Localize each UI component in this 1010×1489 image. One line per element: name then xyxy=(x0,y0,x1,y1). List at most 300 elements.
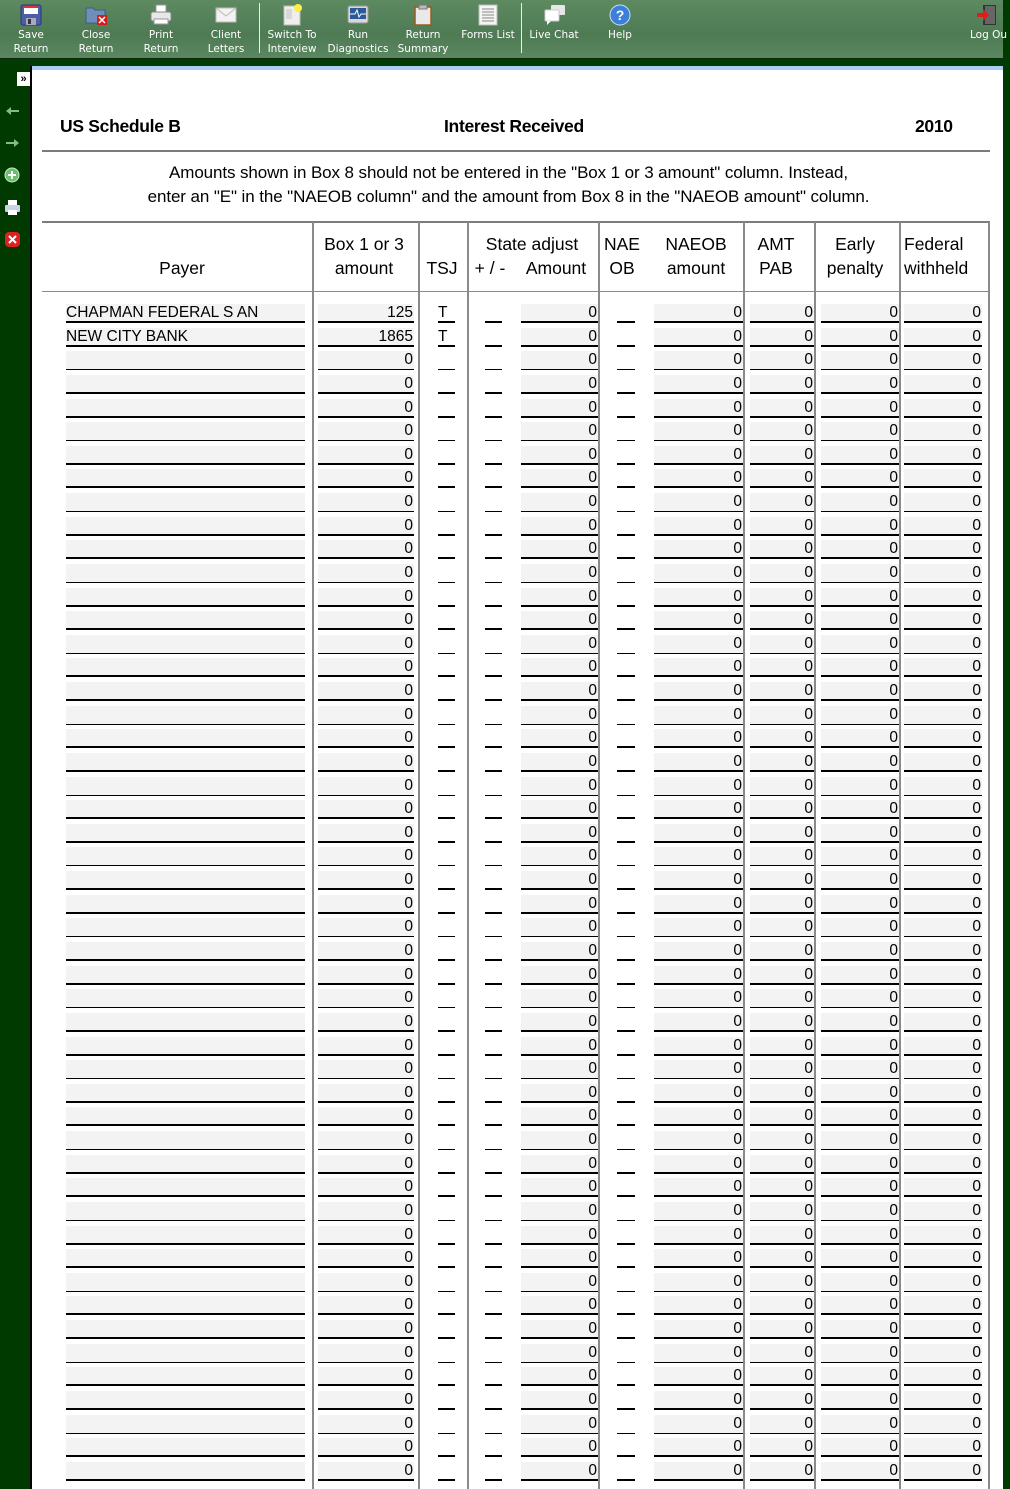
plus-minus-field[interactable] xyxy=(485,1438,502,1457)
amt-pab-field[interactable]: 0 xyxy=(750,328,814,347)
tsj-field[interactable] xyxy=(438,753,455,772)
amt-pab-field[interactable]: 0 xyxy=(750,422,814,441)
payer-field[interactable] xyxy=(66,517,305,536)
naeob-amount-field[interactable]: 0 xyxy=(654,517,743,536)
amt-pab-field[interactable]: 0 xyxy=(750,1462,814,1481)
box13-amount-field[interactable]: 0 xyxy=(318,1037,414,1056)
naeob-amount-field[interactable]: 0 xyxy=(654,989,743,1008)
payer-field[interactable] xyxy=(66,564,305,583)
federal-withheld-field[interactable]: 0 xyxy=(904,1367,982,1386)
box13-amount-field[interactable]: 0 xyxy=(318,966,414,985)
early-penalty-field[interactable]: 0 xyxy=(821,588,899,607)
early-penalty-field[interactable]: 0 xyxy=(821,1296,899,1315)
plus-minus-field[interactable] xyxy=(485,517,502,536)
amt-pab-field[interactable]: 0 xyxy=(750,1202,814,1221)
naeob-field[interactable] xyxy=(617,1320,635,1339)
state-amount-field[interactable]: 0 xyxy=(521,493,598,512)
tsj-field[interactable] xyxy=(438,540,455,559)
box13-amount-field[interactable]: 0 xyxy=(318,824,414,843)
naeob-field[interactable] xyxy=(617,1249,635,1268)
early-penalty-field[interactable]: 0 xyxy=(821,1415,899,1434)
amt-pab-field[interactable]: 0 xyxy=(750,871,814,890)
federal-withheld-field[interactable]: 0 xyxy=(904,895,982,914)
naeob-field[interactable] xyxy=(617,1367,635,1386)
amt-pab-field[interactable]: 0 xyxy=(750,895,814,914)
amt-pab-field[interactable]: 0 xyxy=(750,753,814,772)
federal-withheld-field[interactable]: 0 xyxy=(904,635,982,654)
early-penalty-field[interactable]: 0 xyxy=(821,1013,899,1032)
naeob-amount-field[interactable]: 0 xyxy=(654,658,743,677)
payer-field[interactable] xyxy=(66,895,305,914)
tsj-field[interactable] xyxy=(438,1249,455,1268)
naeob-field[interactable] xyxy=(617,1273,635,1292)
client-letters-button[interactable]: Client Letters xyxy=(203,0,249,58)
plus-minus-field[interactable] xyxy=(485,1202,502,1221)
payer-field[interactable] xyxy=(66,800,305,819)
federal-withheld-field[interactable]: 0 xyxy=(904,564,982,583)
arrow-right-icon[interactable] xyxy=(4,135,21,152)
box13-amount-field[interactable]: 0 xyxy=(318,1320,414,1339)
box13-amount-field[interactable]: 0 xyxy=(318,399,414,418)
tsj-field[interactable] xyxy=(438,942,455,961)
tsj-field[interactable] xyxy=(438,1037,455,1056)
payer-field[interactable] xyxy=(66,847,305,866)
plus-minus-field[interactable] xyxy=(485,1084,502,1103)
early-penalty-field[interactable]: 0 xyxy=(821,1438,899,1457)
box13-amount-field[interactable]: 0 xyxy=(318,777,414,796)
payer-field[interactable] xyxy=(66,1037,305,1056)
box13-amount-field[interactable]: 0 xyxy=(318,1155,414,1174)
tsj-field[interactable]: T xyxy=(438,328,455,347)
plus-minus-field[interactable] xyxy=(485,635,502,654)
early-penalty-field[interactable]: 0 xyxy=(821,493,899,512)
naeob-amount-field[interactable]: 0 xyxy=(654,895,743,914)
federal-withheld-field[interactable]: 0 xyxy=(904,1462,982,1481)
state-amount-field[interactable]: 0 xyxy=(521,966,598,985)
state-amount-field[interactable]: 0 xyxy=(521,1084,598,1103)
box13-amount-field[interactable]: 0 xyxy=(318,918,414,937)
federal-withheld-field[interactable]: 0 xyxy=(904,1202,982,1221)
early-penalty-field[interactable]: 0 xyxy=(821,1273,899,1292)
federal-withheld-field[interactable]: 0 xyxy=(904,1178,982,1197)
amt-pab-field[interactable]: 0 xyxy=(750,564,814,583)
federal-withheld-field[interactable]: 0 xyxy=(904,1084,982,1103)
naeob-amount-field[interactable]: 0 xyxy=(654,351,743,370)
state-amount-field[interactable]: 0 xyxy=(521,871,598,890)
naeob-field[interactable] xyxy=(617,517,635,536)
plus-minus-field[interactable] xyxy=(485,564,502,583)
naeob-field[interactable] xyxy=(617,588,635,607)
federal-withheld-field[interactable]: 0 xyxy=(904,800,982,819)
naeob-field[interactable] xyxy=(617,1155,635,1174)
amt-pab-field[interactable]: 0 xyxy=(750,1037,814,1056)
state-amount-field[interactable]: 0 xyxy=(521,895,598,914)
federal-withheld-field[interactable]: 0 xyxy=(904,1037,982,1056)
federal-withheld-field[interactable]: 0 xyxy=(904,351,982,370)
plus-minus-field[interactable] xyxy=(485,1320,502,1339)
plus-minus-field[interactable] xyxy=(485,729,502,748)
federal-withheld-field[interactable]: 0 xyxy=(904,1226,982,1245)
amt-pab-field[interactable]: 0 xyxy=(750,1344,814,1363)
amt-pab-field[interactable]: 0 xyxy=(750,1438,814,1457)
print-return-button[interactable]: Print Return xyxy=(138,0,184,58)
amt-pab-field[interactable]: 0 xyxy=(750,824,814,843)
state-amount-field[interactable]: 0 xyxy=(521,1226,598,1245)
tsj-field[interactable] xyxy=(438,1438,455,1457)
payer-field[interactable] xyxy=(66,1344,305,1363)
early-penalty-field[interactable]: 0 xyxy=(821,871,899,890)
plus-minus-field[interactable] xyxy=(485,895,502,914)
state-amount-field[interactable]: 0 xyxy=(521,847,598,866)
federal-withheld-field[interactable]: 0 xyxy=(904,777,982,796)
payer-field[interactable] xyxy=(66,658,305,677)
federal-withheld-field[interactable]: 0 xyxy=(904,706,982,725)
tsj-field[interactable] xyxy=(438,399,455,418)
naeob-amount-field[interactable]: 0 xyxy=(654,753,743,772)
early-penalty-field[interactable]: 0 xyxy=(821,1131,899,1150)
naeob-amount-field[interactable]: 0 xyxy=(654,446,743,465)
payer-field[interactable] xyxy=(66,989,305,1008)
naeob-field[interactable] xyxy=(617,328,635,347)
close-return-button[interactable]: Close Return xyxy=(73,0,119,58)
tsj-field[interactable] xyxy=(438,847,455,866)
state-amount-field[interactable]: 0 xyxy=(521,446,598,465)
naeob-amount-field[interactable]: 0 xyxy=(654,635,743,654)
box13-amount-field[interactable]: 0 xyxy=(318,469,414,488)
state-amount-field[interactable]: 0 xyxy=(521,824,598,843)
state-amount-field[interactable]: 0 xyxy=(521,1155,598,1174)
box13-amount-field[interactable]: 0 xyxy=(318,1415,414,1434)
tsj-field[interactable] xyxy=(438,493,455,512)
tsj-field[interactable] xyxy=(438,1462,455,1481)
federal-withheld-field[interactable]: 0 xyxy=(904,375,982,394)
amt-pab-field[interactable]: 0 xyxy=(750,706,814,725)
plus-minus-field[interactable] xyxy=(485,493,502,512)
box13-amount-field[interactable]: 0 xyxy=(318,895,414,914)
early-penalty-field[interactable]: 0 xyxy=(821,375,899,394)
naeob-field[interactable] xyxy=(617,1107,635,1126)
payer-field[interactable] xyxy=(66,635,305,654)
naeob-amount-field[interactable]: 0 xyxy=(654,824,743,843)
naeob-amount-field[interactable]: 0 xyxy=(654,729,743,748)
state-amount-field[interactable]: 0 xyxy=(521,777,598,796)
payer-field[interactable] xyxy=(66,1462,305,1481)
naeob-amount-field[interactable]: 0 xyxy=(654,611,743,630)
box13-amount-field[interactable]: 0 xyxy=(318,1273,414,1292)
box13-amount-field[interactable]: 0 xyxy=(318,658,414,677)
early-penalty-field[interactable]: 0 xyxy=(821,469,899,488)
box13-amount-field[interactable]: 0 xyxy=(318,635,414,654)
payer-field[interactable] xyxy=(66,1415,305,1434)
naeob-field[interactable] xyxy=(617,682,635,701)
naeob-field[interactable] xyxy=(617,1060,635,1079)
naeob-field[interactable] xyxy=(617,753,635,772)
naeob-amount-field[interactable]: 0 xyxy=(654,682,743,701)
early-penalty-field[interactable]: 0 xyxy=(821,847,899,866)
box13-amount-field[interactable]: 0 xyxy=(318,1060,414,1079)
box13-amount-field[interactable]: 0 xyxy=(318,1084,414,1103)
federal-withheld-field[interactable]: 0 xyxy=(904,824,982,843)
federal-withheld-field[interactable]: 0 xyxy=(904,989,982,1008)
payer-field[interactable] xyxy=(66,493,305,512)
payer-field[interactable] xyxy=(66,824,305,843)
plus-minus-field[interactable] xyxy=(485,1296,502,1315)
plus-minus-field[interactable] xyxy=(485,469,502,488)
federal-withheld-field[interactable]: 0 xyxy=(904,540,982,559)
amt-pab-field[interactable]: 0 xyxy=(750,1367,814,1386)
federal-withheld-field[interactable]: 0 xyxy=(904,588,982,607)
payer-field[interactable] xyxy=(66,375,305,394)
plus-minus-field[interactable] xyxy=(485,1249,502,1268)
naeob-amount-field[interactable]: 0 xyxy=(654,1415,743,1434)
federal-withheld-field[interactable]: 0 xyxy=(904,1249,982,1268)
state-amount-field[interactable]: 0 xyxy=(521,706,598,725)
state-amount-field[interactable]: 0 xyxy=(521,422,598,441)
naeob-amount-field[interactable]: 0 xyxy=(654,1249,743,1268)
state-amount-field[interactable]: 0 xyxy=(521,1438,598,1457)
early-penalty-field[interactable]: 0 xyxy=(821,1249,899,1268)
tsj-field[interactable] xyxy=(438,966,455,985)
tsj-field[interactable] xyxy=(438,1391,455,1410)
payer-field[interactable] xyxy=(66,729,305,748)
payer-field[interactable] xyxy=(66,1273,305,1292)
federal-withheld-field[interactable]: 0 xyxy=(904,399,982,418)
payer-field[interactable] xyxy=(66,351,305,370)
early-penalty-field[interactable]: 0 xyxy=(821,1391,899,1410)
plus-minus-field[interactable] xyxy=(485,706,502,725)
plus-minus-field[interactable] xyxy=(485,588,502,607)
early-penalty-field[interactable]: 0 xyxy=(821,729,899,748)
naeob-field[interactable] xyxy=(617,729,635,748)
plus-minus-field[interactable] xyxy=(485,942,502,961)
federal-withheld-field[interactable]: 0 xyxy=(904,1415,982,1434)
federal-withheld-field[interactable]: 0 xyxy=(904,1013,982,1032)
tsj-field[interactable] xyxy=(438,1131,455,1150)
naeob-field[interactable] xyxy=(617,493,635,512)
amt-pab-field[interactable]: 0 xyxy=(750,1320,814,1339)
early-penalty-field[interactable]: 0 xyxy=(821,966,899,985)
payer-field[interactable] xyxy=(66,1438,305,1457)
early-penalty-field[interactable]: 0 xyxy=(821,422,899,441)
naeob-amount-field[interactable]: 0 xyxy=(654,1320,743,1339)
amt-pab-field[interactable]: 0 xyxy=(750,1415,814,1434)
payer-field[interactable] xyxy=(66,1367,305,1386)
naeob-field[interactable] xyxy=(617,422,635,441)
early-penalty-field[interactable]: 0 xyxy=(821,1060,899,1079)
plus-minus-field[interactable] xyxy=(485,1344,502,1363)
federal-withheld-field[interactable]: 0 xyxy=(904,918,982,937)
early-penalty-field[interactable]: 0 xyxy=(821,824,899,843)
log-out-button[interactable]: Log Ou xyxy=(966,0,1010,58)
box13-amount-field[interactable]: 0 xyxy=(318,800,414,819)
naeob-field[interactable] xyxy=(617,564,635,583)
plus-minus-field[interactable] xyxy=(485,658,502,677)
return-summary-button[interactable]: Return Summary xyxy=(396,0,450,58)
state-amount-field[interactable]: 0 xyxy=(521,682,598,701)
plus-minus-field[interactable] xyxy=(485,1178,502,1197)
naeob-field[interactable] xyxy=(617,1131,635,1150)
box13-amount-field[interactable]: 125 xyxy=(318,304,414,323)
payer-field[interactable] xyxy=(66,871,305,890)
state-amount-field[interactable]: 0 xyxy=(521,800,598,819)
amt-pab-field[interactable]: 0 xyxy=(750,1084,814,1103)
plus-minus-field[interactable] xyxy=(485,1131,502,1150)
amt-pab-field[interactable]: 0 xyxy=(750,469,814,488)
payer-field[interactable] xyxy=(66,540,305,559)
federal-withheld-field[interactable]: 0 xyxy=(904,942,982,961)
plus-minus-field[interactable] xyxy=(485,989,502,1008)
payer-field[interactable] xyxy=(66,399,305,418)
plus-minus-field[interactable] xyxy=(485,1107,502,1126)
amt-pab-field[interactable]: 0 xyxy=(750,517,814,536)
payer-field[interactable] xyxy=(66,1391,305,1410)
early-penalty-field[interactable]: 0 xyxy=(821,1037,899,1056)
plus-minus-field[interactable] xyxy=(485,966,502,985)
plus-minus-field[interactable] xyxy=(485,446,502,465)
amt-pab-field[interactable]: 0 xyxy=(750,729,814,748)
tsj-field[interactable] xyxy=(438,375,455,394)
federal-withheld-field[interactable]: 0 xyxy=(904,1273,982,1292)
tsj-field[interactable] xyxy=(438,564,455,583)
plus-minus-field[interactable] xyxy=(485,777,502,796)
payer-field[interactable] xyxy=(66,1249,305,1268)
state-amount-field[interactable]: 0 xyxy=(521,1131,598,1150)
delete-red-x-icon[interactable] xyxy=(4,231,21,248)
amt-pab-field[interactable]: 0 xyxy=(750,1013,814,1032)
box13-amount-field[interactable]: 0 xyxy=(318,1107,414,1126)
payer-field[interactable]: NEW CITY BANK xyxy=(66,328,305,347)
naeob-field[interactable] xyxy=(617,399,635,418)
box13-amount-field[interactable]: 0 xyxy=(318,493,414,512)
early-penalty-field[interactable]: 0 xyxy=(821,753,899,772)
payer-field[interactable] xyxy=(66,966,305,985)
tsj-field[interactable] xyxy=(438,800,455,819)
plus-minus-field[interactable] xyxy=(485,611,502,630)
plus-minus-field[interactable] xyxy=(485,753,502,772)
box13-amount-field[interactable]: 0 xyxy=(318,706,414,725)
naeob-amount-field[interactable]: 0 xyxy=(654,1344,743,1363)
box13-amount-field[interactable]: 0 xyxy=(318,1249,414,1268)
arrow-left-icon[interactable] xyxy=(4,103,21,120)
box13-amount-field[interactable]: 0 xyxy=(318,1391,414,1410)
naeob-field[interactable] xyxy=(617,540,635,559)
tsj-field[interactable] xyxy=(438,729,455,748)
naeob-field[interactable] xyxy=(617,871,635,890)
federal-withheld-field[interactable]: 0 xyxy=(904,1155,982,1174)
tsj-field[interactable] xyxy=(438,1367,455,1386)
box13-amount-field[interactable]: 0 xyxy=(318,1462,414,1481)
naeob-field[interactable] xyxy=(617,824,635,843)
payer-field[interactable] xyxy=(66,1084,305,1103)
plus-minus-field[interactable] xyxy=(485,422,502,441)
tsj-field[interactable]: T xyxy=(438,304,455,323)
naeob-amount-field[interactable]: 0 xyxy=(654,1131,743,1150)
naeob-field[interactable] xyxy=(617,1438,635,1457)
state-amount-field[interactable]: 0 xyxy=(521,1060,598,1079)
box13-amount-field[interactable]: 0 xyxy=(318,1438,414,1457)
state-amount-field[interactable]: 0 xyxy=(521,1462,598,1481)
early-penalty-field[interactable]: 0 xyxy=(821,658,899,677)
amt-pab-field[interactable]: 0 xyxy=(750,966,814,985)
tsj-field[interactable] xyxy=(438,1013,455,1032)
naeob-amount-field[interactable]: 0 xyxy=(654,399,743,418)
naeob-amount-field[interactable]: 0 xyxy=(654,1226,743,1245)
naeob-field[interactable] xyxy=(617,1391,635,1410)
federal-withheld-field[interactable]: 0 xyxy=(904,658,982,677)
naeob-field[interactable] xyxy=(617,918,635,937)
plus-minus-field[interactable] xyxy=(485,1155,502,1174)
naeob-amount-field[interactable]: 0 xyxy=(654,375,743,394)
tsj-field[interactable] xyxy=(438,422,455,441)
amt-pab-field[interactable]: 0 xyxy=(750,493,814,512)
plus-minus-field[interactable] xyxy=(485,304,502,323)
plus-minus-field[interactable] xyxy=(485,351,502,370)
amt-pab-field[interactable]: 0 xyxy=(750,351,814,370)
plus-minus-field[interactable] xyxy=(485,1462,502,1481)
amt-pab-field[interactable]: 0 xyxy=(750,847,814,866)
plus-minus-field[interactable] xyxy=(485,1226,502,1245)
state-amount-field[interactable]: 0 xyxy=(521,989,598,1008)
naeob-amount-field[interactable]: 0 xyxy=(654,540,743,559)
tsj-field[interactable] xyxy=(438,635,455,654)
switch-to-interview-button[interactable]: Switch To Interview xyxy=(264,0,320,58)
state-amount-field[interactable]: 0 xyxy=(521,1202,598,1221)
naeob-amount-field[interactable]: 0 xyxy=(654,588,743,607)
federal-withheld-field[interactable]: 0 xyxy=(904,1344,982,1363)
federal-withheld-field[interactable]: 0 xyxy=(904,469,982,488)
payer-field[interactable] xyxy=(66,706,305,725)
amt-pab-field[interactable]: 0 xyxy=(750,800,814,819)
naeob-field[interactable] xyxy=(617,942,635,961)
tsj-field[interactable] xyxy=(438,1226,455,1245)
federal-withheld-field[interactable]: 0 xyxy=(904,1060,982,1079)
naeob-amount-field[interactable]: 0 xyxy=(654,706,743,725)
amt-pab-field[interactable]: 0 xyxy=(750,1273,814,1292)
plus-minus-field[interactable] xyxy=(485,375,502,394)
naeob-amount-field[interactable]: 0 xyxy=(654,1391,743,1410)
naeob-field[interactable] xyxy=(617,446,635,465)
plus-minus-field[interactable] xyxy=(485,847,502,866)
tsj-field[interactable] xyxy=(438,1273,455,1292)
help-button[interactable]: ? Help xyxy=(597,0,643,58)
plus-minus-field[interactable] xyxy=(485,1037,502,1056)
federal-withheld-field[interactable]: 0 xyxy=(904,729,982,748)
amt-pab-field[interactable]: 0 xyxy=(750,1131,814,1150)
federal-withheld-field[interactable]: 0 xyxy=(904,847,982,866)
box13-amount-field[interactable]: 0 xyxy=(318,1013,414,1032)
amt-pab-field[interactable]: 0 xyxy=(750,304,814,323)
payer-field[interactable] xyxy=(66,1320,305,1339)
naeob-field[interactable] xyxy=(617,611,635,630)
naeob-amount-field[interactable]: 0 xyxy=(654,800,743,819)
amt-pab-field[interactable]: 0 xyxy=(750,1107,814,1126)
tsj-field[interactable] xyxy=(438,1155,455,1174)
early-penalty-field[interactable]: 0 xyxy=(821,989,899,1008)
box13-amount-field[interactable]: 0 xyxy=(318,564,414,583)
payer-field[interactable] xyxy=(66,1296,305,1315)
naeob-field[interactable] xyxy=(617,304,635,323)
early-penalty-field[interactable]: 0 xyxy=(821,304,899,323)
early-penalty-field[interactable]: 0 xyxy=(821,918,899,937)
early-penalty-field[interactable]: 0 xyxy=(821,942,899,961)
early-penalty-field[interactable]: 0 xyxy=(821,1155,899,1174)
state-amount-field[interactable]: 0 xyxy=(521,918,598,937)
tsj-field[interactable] xyxy=(438,682,455,701)
box13-amount-field[interactable]: 1865 xyxy=(318,328,414,347)
amt-pab-field[interactable]: 0 xyxy=(750,635,814,654)
tsj-field[interactable] xyxy=(438,1084,455,1103)
amt-pab-field[interactable]: 0 xyxy=(750,1249,814,1268)
